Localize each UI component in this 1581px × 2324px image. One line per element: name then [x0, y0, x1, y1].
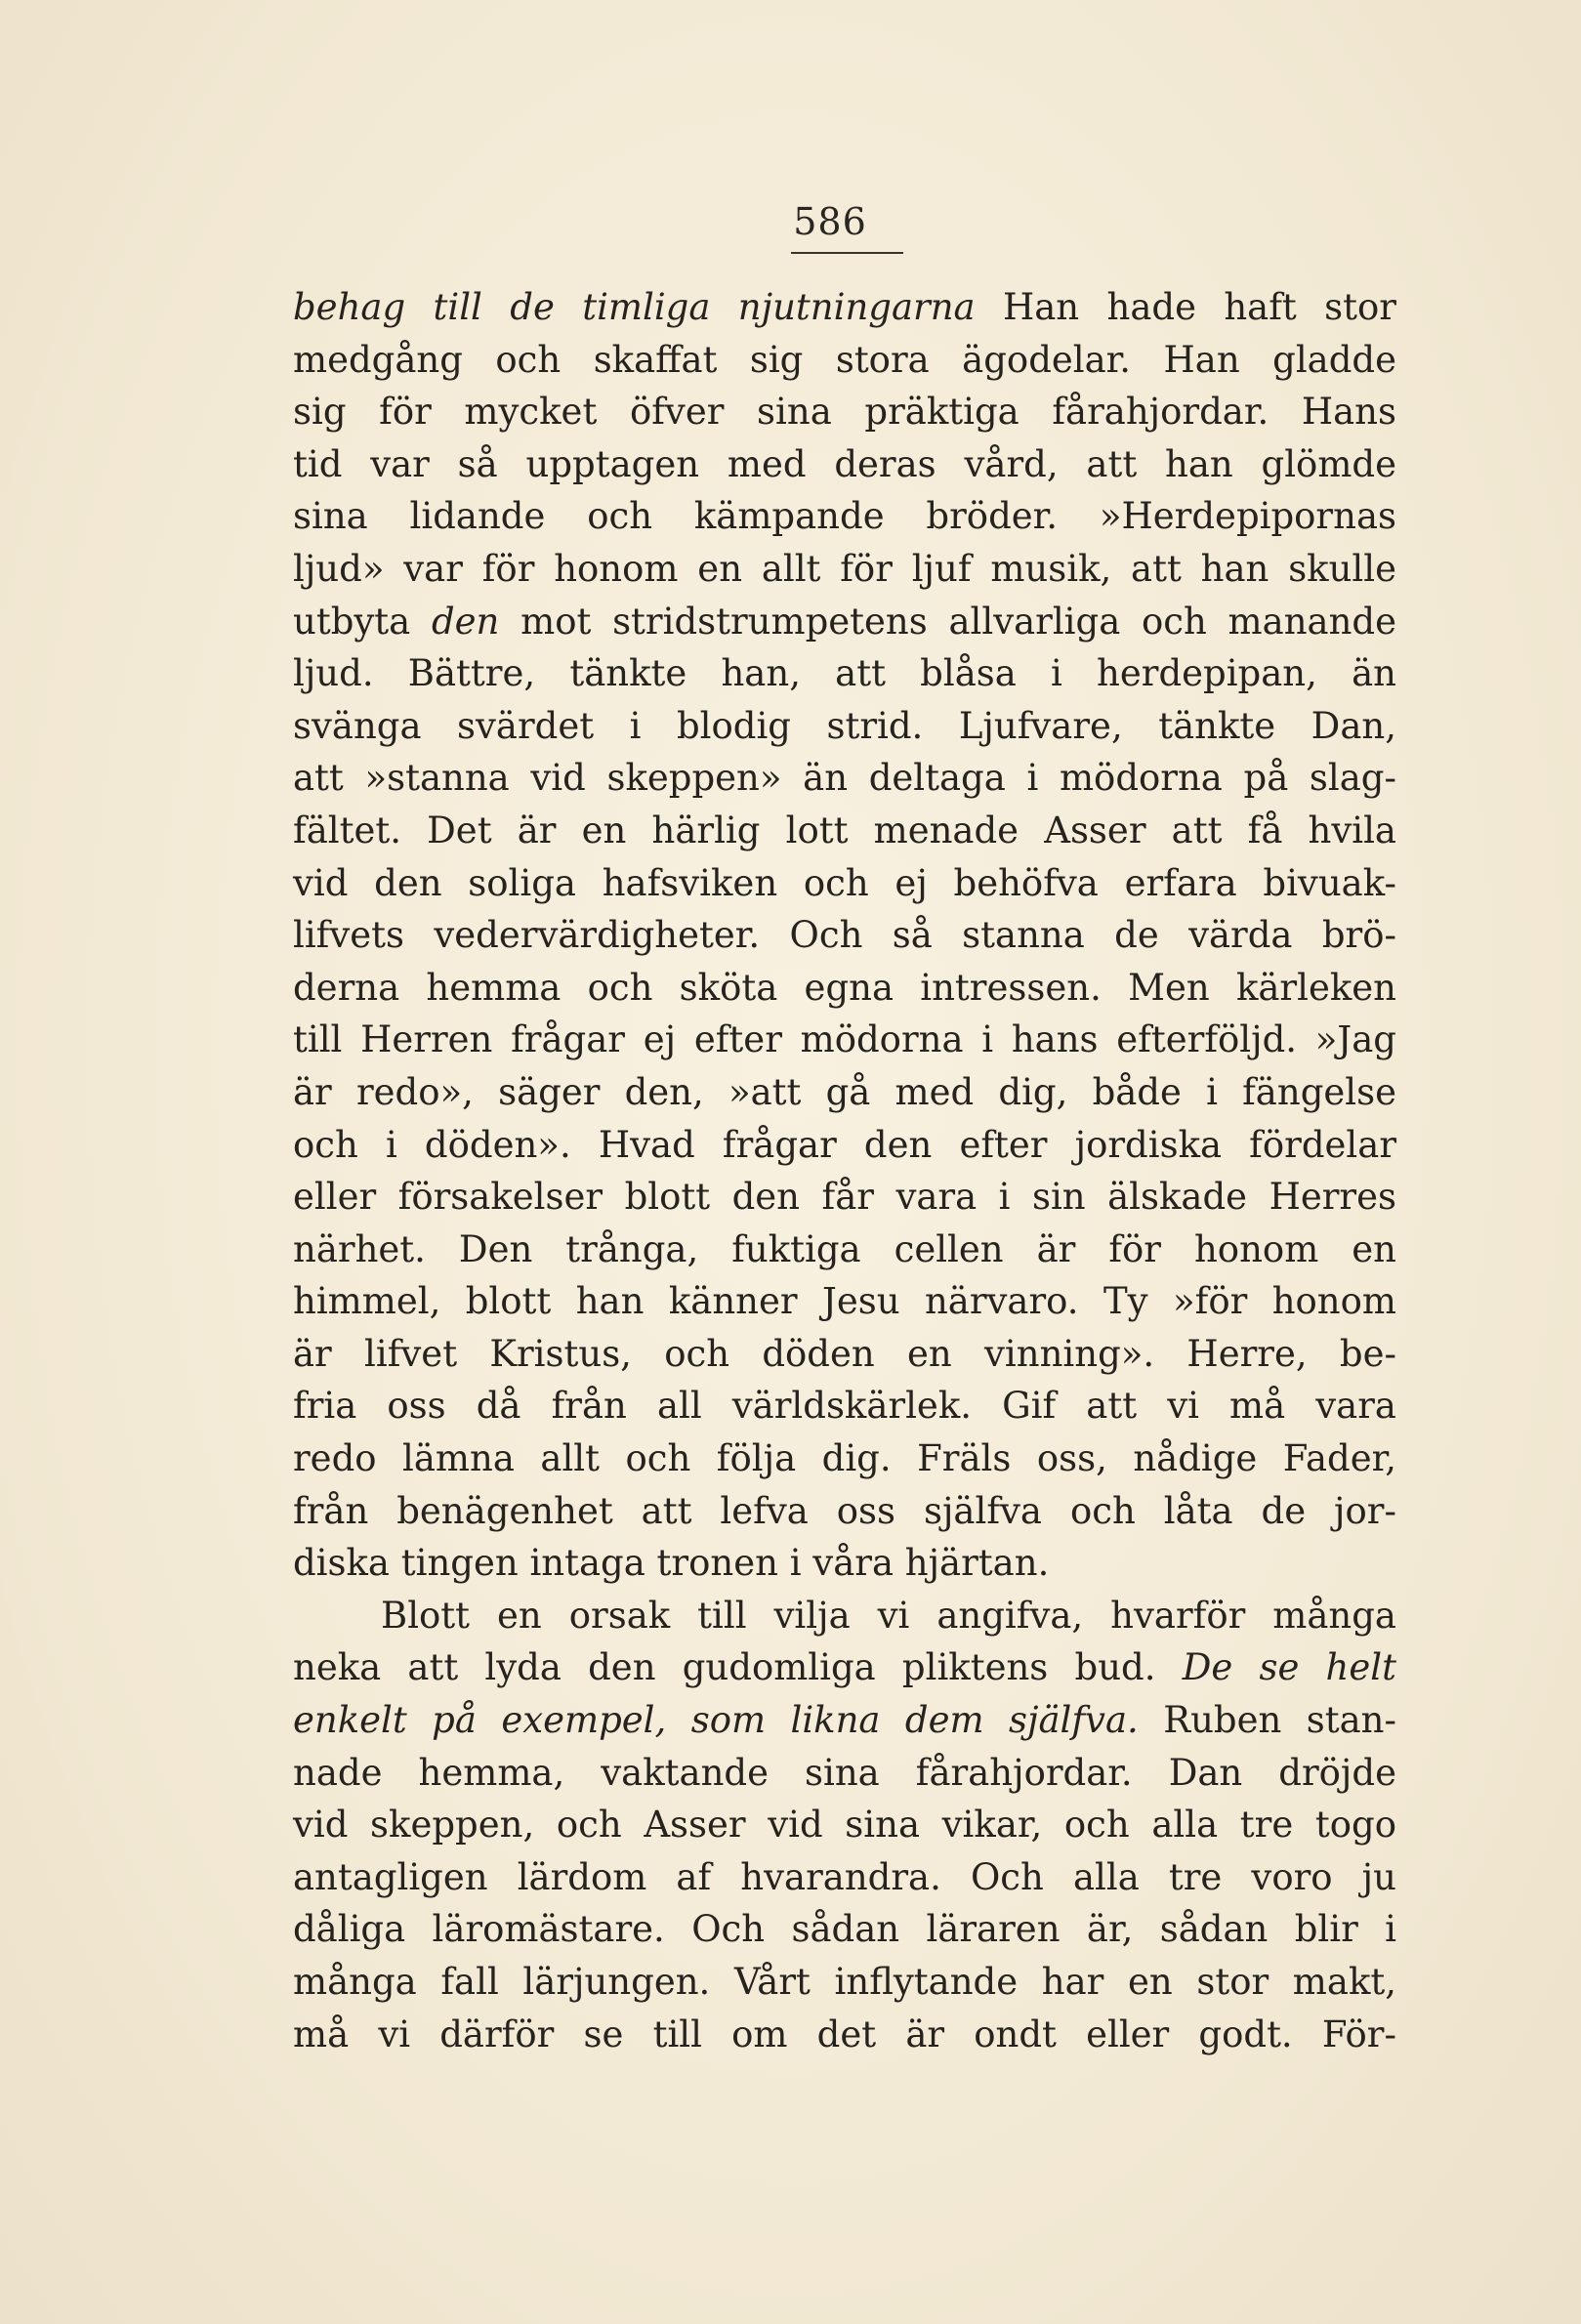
text-line: [293, 909, 1396, 962]
text-segment: diska tingen intaga tronen i våra hjärtan.: [293, 1542, 1050, 1585]
text-line: [293, 1328, 1396, 1381]
text-segment: mot stridstrumpetens allvarliga och manande: [499, 600, 1396, 643]
italic-text-segment: enkelt på exempel, som likna dem själfva.: [293, 1699, 1139, 1742]
text-segment: derna hemma och sköta egna intressen. Men kärleken: [293, 966, 1396, 1009]
text-segment: himmel, blott han känner Jesu närvaro. Ty »för honom: [293, 1280, 1396, 1323]
text-segment: sina lidande och kämpande bröder. »Herdepipornas: [293, 495, 1396, 538]
text-segment: tid var så upptagen med deras vård, att han glömde: [293, 442, 1396, 485]
text-segment: ljud» var för honom en allt för ljuf musik, att han skulle: [293, 547, 1396, 590]
text-line: [293, 1851, 1396, 1904]
text-segment: Han hade haft stor: [975, 286, 1396, 328]
text-line: [293, 962, 1396, 1015]
text-line: [293, 1537, 1396, 1590]
text-line: [293, 1119, 1396, 1172]
text-segment: fria oss då från all världskärlek. Gif att vi må vara: [293, 1385, 1396, 1428]
italic-text-segment: behag till de timliga njutningarna: [293, 286, 976, 328]
italic-text-segment: De se helt: [1182, 1646, 1396, 1689]
text-line: [293, 386, 1396, 438]
text-line: [293, 647, 1396, 700]
text-segment: är lifvet Kristus, och döden en vinning». Herre, be-: [293, 1332, 1396, 1375]
text-line: [293, 1275, 1396, 1328]
text-segment: svänga svärdet i blodig strid. Ljufvare, tänkte Dan,: [293, 704, 1396, 747]
text-line: [293, 596, 1396, 648]
text-line: [293, 805, 1396, 857]
text-line: [293, 857, 1396, 910]
text-line: [293, 1641, 1396, 1694]
text-line: [293, 281, 1396, 334]
text-line: [293, 1747, 1396, 1800]
text-line: [293, 1171, 1396, 1224]
text-line: [293, 1694, 1396, 1747]
text-segment: Ruben stan-: [1138, 1699, 1396, 1742]
text-segment: dåliga läromästare. Och sådan läraren är, sådan blir i: [293, 1908, 1396, 1951]
text-segment: ljud. Bättre, tänkte han, att blåsa i herdepipan, än: [293, 652, 1396, 695]
text-segment: medgång och skaffat sig stora ägodelar. Han gladde: [293, 338, 1396, 381]
text-line: [293, 752, 1396, 805]
text-segment: närhet. Den trånga, fuktiga cellen är för honom en: [293, 1227, 1396, 1270]
text-line: [293, 1903, 1396, 1956]
text-segment: att »stanna vid skeppen» än deltaga i mödorna på slag-: [293, 757, 1396, 800]
text-segment: och i döden». Hvad frågar den efter jordiska fördelar: [293, 1123, 1396, 1166]
text-line: [293, 334, 1396, 387]
body-text: [293, 281, 1396, 2060]
text-line: [293, 1380, 1396, 1432]
text-line: [293, 1066, 1396, 1119]
text-segment: nade hemma, vaktande sina fårahjordar. Dan dröjde: [293, 1751, 1396, 1794]
text-segment: må vi därför se till om det är ondt eller godt. För-: [293, 2013, 1396, 2055]
text-segment: antagligen lärdom af hvarandra. Och alla tre voro ju: [293, 1855, 1396, 1898]
text-segment: fältet. Det är en härlig lott menade Asser att få hvila: [293, 809, 1396, 851]
text-segment: utbyta: [293, 600, 432, 643]
text-line: [293, 438, 1396, 491]
text-line: [293, 1590, 1396, 1642]
page-number: 586: [793, 200, 867, 243]
text-segment: redo lämna allt och följa dig. Fräls oss, nådige Fader,: [293, 1437, 1396, 1480]
text-segment: är redo», säger den, »att gå med dig, både i fängelse: [293, 1070, 1396, 1113]
text-line: [293, 1014, 1396, 1066]
text-segment: neka att lyda den gudomliga pliktens bud.: [293, 1646, 1183, 1689]
text-line: [293, 1956, 1396, 2009]
text-line: [293, 1485, 1396, 1538]
text-line: [293, 1224, 1396, 1276]
text-line: [293, 2009, 1396, 2061]
text-segment: många fall lärjungen. Vårt inflytande har en stor makt,: [293, 1961, 1396, 2003]
text-segment: Blott en orsak till vilja vi angifva, hvarför många: [381, 1594, 1396, 1637]
text-segment: sig för mycket öfver sina präktiga fårahjordar. Hans: [293, 391, 1396, 434]
text-segment: eller försakelser blott den får vara i sin älskade Herres: [293, 1176, 1396, 1219]
page-number-rule: [791, 252, 903, 254]
text-segment: vid den soliga hafsviken och ej behöfva erfara bivuak-: [293, 861, 1396, 904]
text-line: [293, 490, 1396, 543]
text-segment: lifvets vedervärdigheter. Och så stanna de värda brö-: [293, 914, 1396, 957]
text-segment: till Herren frågar ej efter mödorna i hans efterföljd. »Jag: [293, 1018, 1396, 1061]
text-line: [293, 700, 1396, 753]
text-line: [293, 1799, 1396, 1851]
text-line: [293, 543, 1396, 596]
italic-text-segment: den: [431, 600, 500, 643]
text-segment: från benägenhet att lefva oss själfva och låta de jor-: [293, 1489, 1396, 1532]
text-segment: vid skeppen, och Asser vid sina vikar, och alla tre togo: [293, 1804, 1396, 1847]
text-line: [293, 1432, 1396, 1485]
